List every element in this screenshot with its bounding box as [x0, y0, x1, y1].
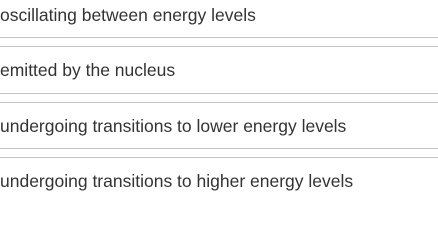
- divider: [0, 46, 438, 47]
- divider: [0, 93, 438, 94]
- answer-option-label: undergoing transitions to higher energy levels: [0, 171, 354, 191]
- answer-option[interactable]: [0, 111, 438, 156]
- answer-option-label: undergoing transitions to lower energy levels: [0, 116, 347, 136]
- divider: [0, 148, 438, 149]
- answer-option-label: oscillating between energy levels: [0, 5, 256, 25]
- divider: [0, 102, 438, 103]
- answer-option-label: emitted by the nucleus: [0, 60, 176, 80]
- answer-option[interactable]: [0, 166, 438, 211]
- divider: [0, 157, 438, 158]
- divider: [0, 37, 438, 38]
- answer-option[interactable]: [0, 0, 438, 45]
